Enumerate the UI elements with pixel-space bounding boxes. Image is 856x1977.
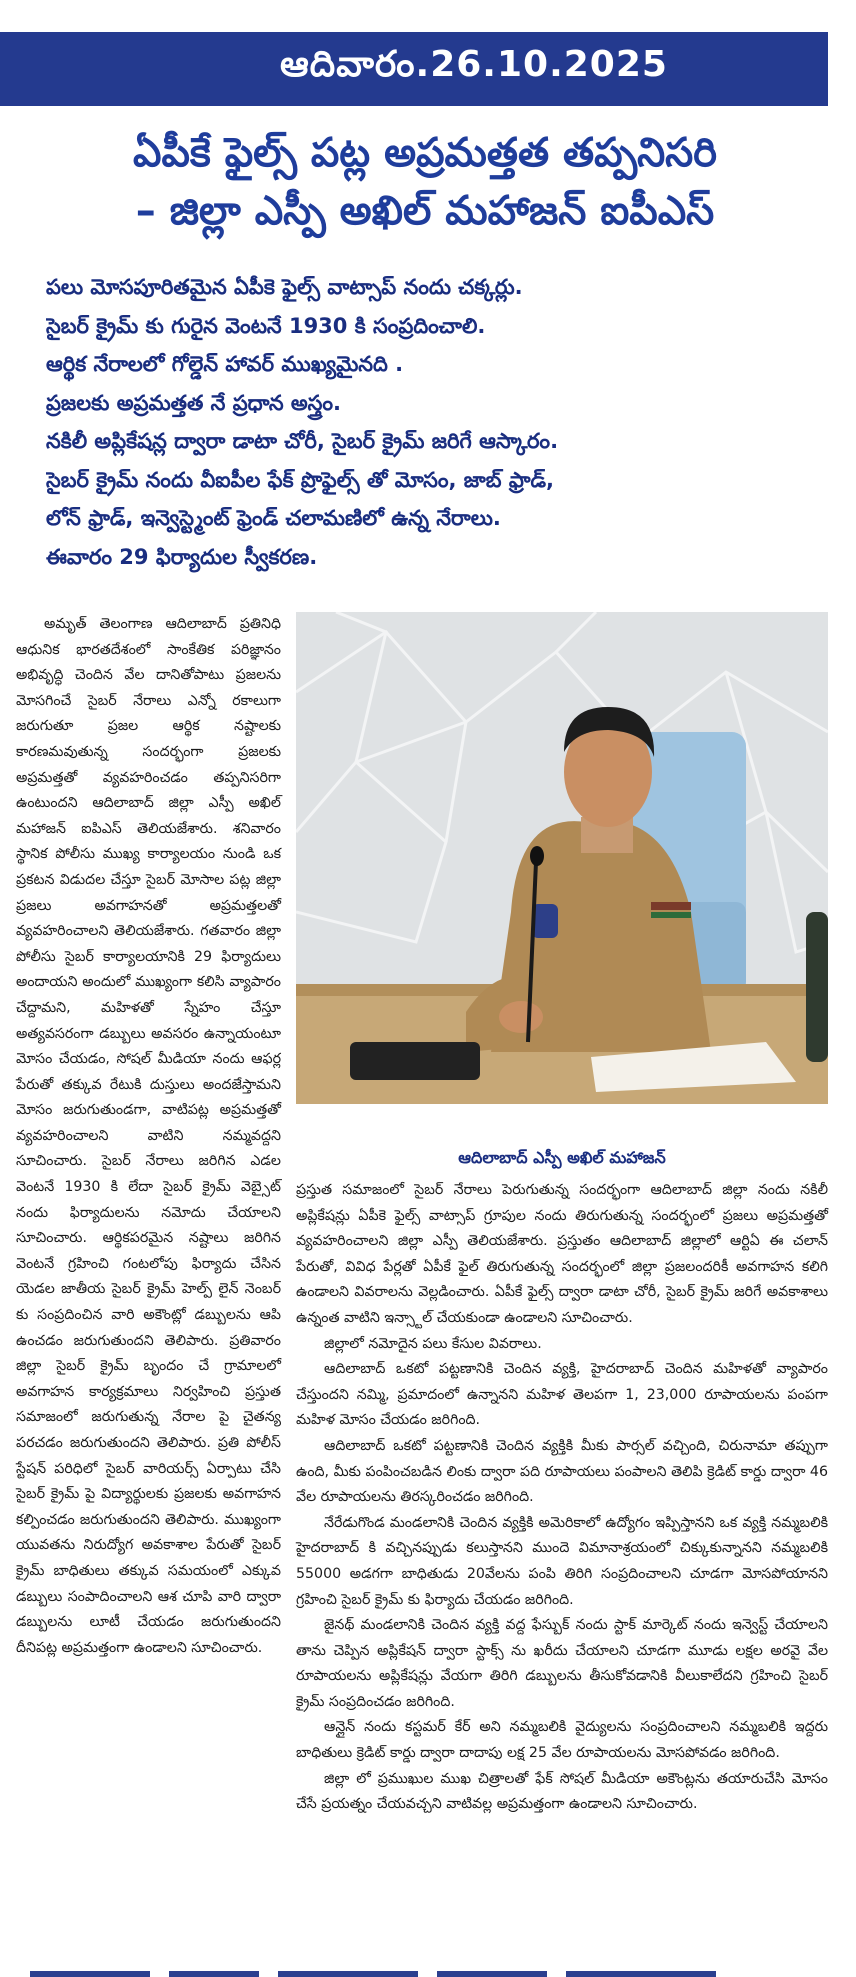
- case-paragraph: జిల్లా లో ప్రముఖుల ముఖ చిత్రాలతో ఫేక్ సోషల్ మీడియా అకౌంట్లను తయారుచేసి మోసం చేసే ప్రయత్నం చేయవచ్చని వాటివల్ల అప్రమత్తంగా ఉండాలని సూచించారు.: [296, 1770, 828, 1813]
- subheading: సైబర్ క్రైమ్ నందు వీఐపీల ఫేక్ ప్రొఫైల్స్ తో మోసం, జాబ్ ఫ్రాడ్,: [46, 467, 554, 492]
- article-left-column: [16, 612, 281, 1661]
- article-paragraph: ప్రస్తుత సమాజంలో సైబర్ నేరాలు పెరుగుతున్న సందర్భంగా ఆదిలాబాద్ జిల్లా నందు నకిలీ అప్లికేషన్లు ఏపీకె ఫైల్స్ వాట్సాప్ గ్రూపుల నందు తిరుగుతున్న సందర్భంలో ప్రజలు అప్రమత్తతో వ్యవహరించాలని జిల్లా ఎస్పీ తెలియజేశారు. ప్రస్తుతం ఆదిలాబాద్ జిల్లాలో ఆర్టిఏ ఈ చలాన్ పేరుతో, వివిధ పేర్లతో ఏపీకే ఫైల్ తిరుగుతున్న సందర్భంలో జిల్లా ప్రజలందరికీ అవగాహన కలిగి ఉండాలని వివరాలను వెల్లడించారు. ఏపీకే ఫైల్స్ ద్వారా డాటా చోరీ, సైబర్ క్రైమ్ జరిగే అవకాశాలు ఉన్నంత వాటిని ఇన్స్టాల్ చేయకుండా ఉండాలని సూచించారు.: [296, 1182, 828, 1326]
- headline-line-1: ఏపీకే ఫైల్స్ పట్ల అప్రమత్తత తప్పనిసరి: [133, 130, 717, 176]
- cases-heading: జిల్లాలో నమోదైన పలు కేసుల వివరాలు.: [324, 1335, 542, 1352]
- sp-photo: [296, 612, 828, 1104]
- subheading: ప్రజలకు అప్రమత్తత నే ప్రధాన అస్త్రం.: [46, 390, 342, 415]
- subheadings-list: [46, 268, 816, 576]
- case-paragraph: ఆదిలాబాద్ ఒకటో పట్టణానికి చెందిన వ్యక్తికి మీకు పార్సల్ వచ్చింది, చిరునామా తప్పుగా ఉంది, మీకు పంపించబడిన లింకు ద్వారా పది రూపాయలు పంపాలని తెలిపి క్రెడిట్ కార్డు ద్వారా 46 వేల రూపాయలను తిరస్కరించడం జరిగింది.: [296, 1437, 828, 1506]
- headline-line-2: – జిల్లా ఎస్పీ అఖిల్ మహాజన్ ఐపీఎస్: [135, 188, 715, 234]
- case-paragraph: ఆన్లైన్ నందు కస్టమర్ కేర్ అని నమ్మబలికి వైద్యులను సంప్రదించాలని నమ్మబలికి ఇద్దరు బాధితులు క్రెడిట్ కార్డు ద్వారా దాదాపు లక్ష 25 వేల రూపాయలను మోసపోవడం జరిగింది.: [296, 1719, 828, 1762]
- date-banner: [0, 32, 828, 106]
- subheading: సైబర్ క్రైమ్ కు గురైన వెంటనే 1930 కి సంప్రదించాలి.: [46, 313, 486, 338]
- case-paragraph: నేరేడుగొండ మండలానికి చెందిన వ్యక్తికి అమెరికాలో ఉద్యోగం ఇప్పిస్తానని ఒక వ్యక్తి నమ్మబలికి హైదరాబాద్ కి వచ్చినప్పుడు కలుస్తానని ముందె విమానాశ్రయంలో చిక్కుకున్నానని నమ్మబలికి 55000 అడగగా బాధితుడు 20వేలను పంపి తిరిగి సంప్రదించాలని చూడగా మోసపోయానని గ్రహించి సైబర్ క్రైమ్ కు ఫిర్యాదు చేయడం జరిగింది.: [296, 1514, 828, 1608]
- subheading: లోన్ ఫ్రాడ్, ఇన్వెస్ట్మెంట్ ఫ్రెండ్ చలామణిలో ఉన్న నేరాలు.: [46, 506, 501, 530]
- photo-caption: ఆదిలాబాద్ ఎస్పీ అఖిల్ మహాజన్: [458, 1148, 666, 1167]
- article-right-column: [296, 1178, 828, 1818]
- sp-photo-illustration: [296, 612, 828, 1104]
- article-paragraph: అమృత్ తెలంగాణ ఆదిలాబాద్ ప్రతినిధి ఆధునిక భారతదేశంలో సాంకేతిక పరిజ్ఞానం అభివృద్ధి చెందిన వేల దానితోపాటు ప్రజలను మోసగించే సైబర్ నేరాలు ఎన్నో రకాలుగా జరుగుతూ ప్రజల ఆర్థిక నష్టాలకు కారణమవుతున్న సందర్భంగా ప్రజలకు అప్రమత్తతో వ్యవహరించడం తప్పనిసరిగా ఉంటుందని ఆదిలాబాద్ జిల్లా ఎస్పీ అఖిల్ మహాజన్ ఐపిఎస్ తెలియజేశారు. శనివారం స్థానిక పోలీసు ముఖ్య కార్యాలయం నుండి ఒక ప్రకటన విడుదల చేస్తూ సైబర్ మోసాల పట్ల జిల్లా ప్రజలు అవగాహనతో అప్రమత్తలతో వ్యవహరించాలని తెలియజేశారు. గతవారం జిల్లా పోలీసు సైబర్ కార్యాలయానికి 29 ఫిర్యాదులు అందాయని అందులో ముఖ్యంగా కలిసి వ్యాపారం చేద్దామని, మహిళతో స్నేహం చేస్తూ అత్యవసరంగా డబ్బులు అవసరం ఉన్నాయంటూ మోసం చేయడం, సోషల్ మీడియా నందు ఆఫర్ల పేరుతో తక్కువ రేటుకి దుస్తులు అందజేస్తామని మోసం జరుగుతుండగా, వాటిపట్ల అప్రమత్తతో వ్యవహరించాలని వాటిని నమ్మవద్దని సూచించారు. సైబర్ నేరాలు జరిగిన ఎడల వెంటనే 1930 కి లేదా సైబర్ క్రైమ్ వెబ్సైట్ నందు ఫిర్యాదులను నమోదు చేయాలని సూచించారు. ఆర్థికపరమైన నష్టాలు జరిగిన వెంటనే గ్రహించి గంటలోపు ఫిర్యాదు చేసిన యెడల జాతీయ సైబర్ క్రైమ్ హెల్ప్ లైన్ నెంబర్ కు సంప్రదించిన వారి అకౌంట్లో డబ్బులను ఆపి ఉంచడం జరుగుతుందని తెలిపారు. ప్రతివారం జిల్లా సైబర్ క్రైమ్ బృందం చే గ్రామాలలో అవగాహన కార్యక్రమాలు నిర్వహించి ప్రస్తుత సమాజంలో జరుగుతున్న నేరాల పై చైతన్య పరచడం జరుగుతుందని తెలిపారు. ప్రతి పోలీస్ స్టేషన్ పరిధిలో సైబర్ వారియర్స్ ఏర్పాటు చేసి సైబర్ క్రైమ్ పై విద్యార్థులకు ప్రజలకు అవగాహన కల్పించడం జరుగుతుందని తెలిపారు. ముఖ్యంగా యువతను నిరుద్యోగ అవకాశాల పేరుతో సైబర్ క్రైమ్ బాధితులు తక్కువ సమయంలో ఎక్కువ డబ్బులు సంపాదించాలని ఆశ చూపి వారి ద్వారా డబ్బులను లూటీ చేయడం జరుగుతుందని దీనిపట్ల అప్రమత్తంగా ఉండాలని సూచించారు.: [16, 616, 281, 1656]
- subheading: పలు మోసపూరితమైన ఏపీకె ఫైల్స్ వాట్సాప్ నందు చక్కర్లు.: [46, 275, 523, 299]
- case-paragraph: జైనథ్ మండలానికి చెందిన వ్యక్తి వద్ద ఫేస్బుక్ నందు స్టాక్ మార్కెట్ నందు ఇన్వెస్ట్ చేయాలని తాను చెప్పిన అప్లికేషన్ ద్వారా స్టాక్స్ ను ఖరీదు చేయాలని చూడగా మూడు లక్షల అరవై వేల రూపాయలను అప్లికేషన్లు వేయగా తిరిగి డబ్బులను తీసుకోవడానికి వీలుకాలేదని గ్రహించి సైబర్ క్రైమ్ సంప్రదించడం జరిగింది.: [296, 1617, 828, 1710]
- subheading: ఆర్థిక నేరాలలో గోల్డెన్ హావర్ ముఖ్యమైనది .: [46, 352, 404, 376]
- subheading: ఈవారం 29 ఫిర్యాదుల స్వీకరణ.: [46, 544, 318, 569]
- cropped-bottom-text: [0, 1964, 856, 1977]
- subheading: నకిలీ అప్లికేషన్ల ద్వారా డాటా చోరీ, సైబర్ క్రైమ్ జరిగే ఆస్కారం.: [46, 429, 559, 453]
- case-paragraph: ఆదిలాబాద్ ఒకటో పట్టణానికి చెందిన వ్యక్తి, హైదరాబాద్ చెందిన మహిళతో వ్యాపారం చేస్తుందని నమ్మి, ప్రమాదంలో ఉన్నానని మహిళ తెలపగా 1, 23,000 రూపాయలను పంపగా మహిళ మోసం చేయడం జరిగింది.: [296, 1361, 828, 1429]
- headline: [20, 124, 830, 240]
- date-text: ఆదివారం.26.10.2025: [280, 44, 668, 85]
